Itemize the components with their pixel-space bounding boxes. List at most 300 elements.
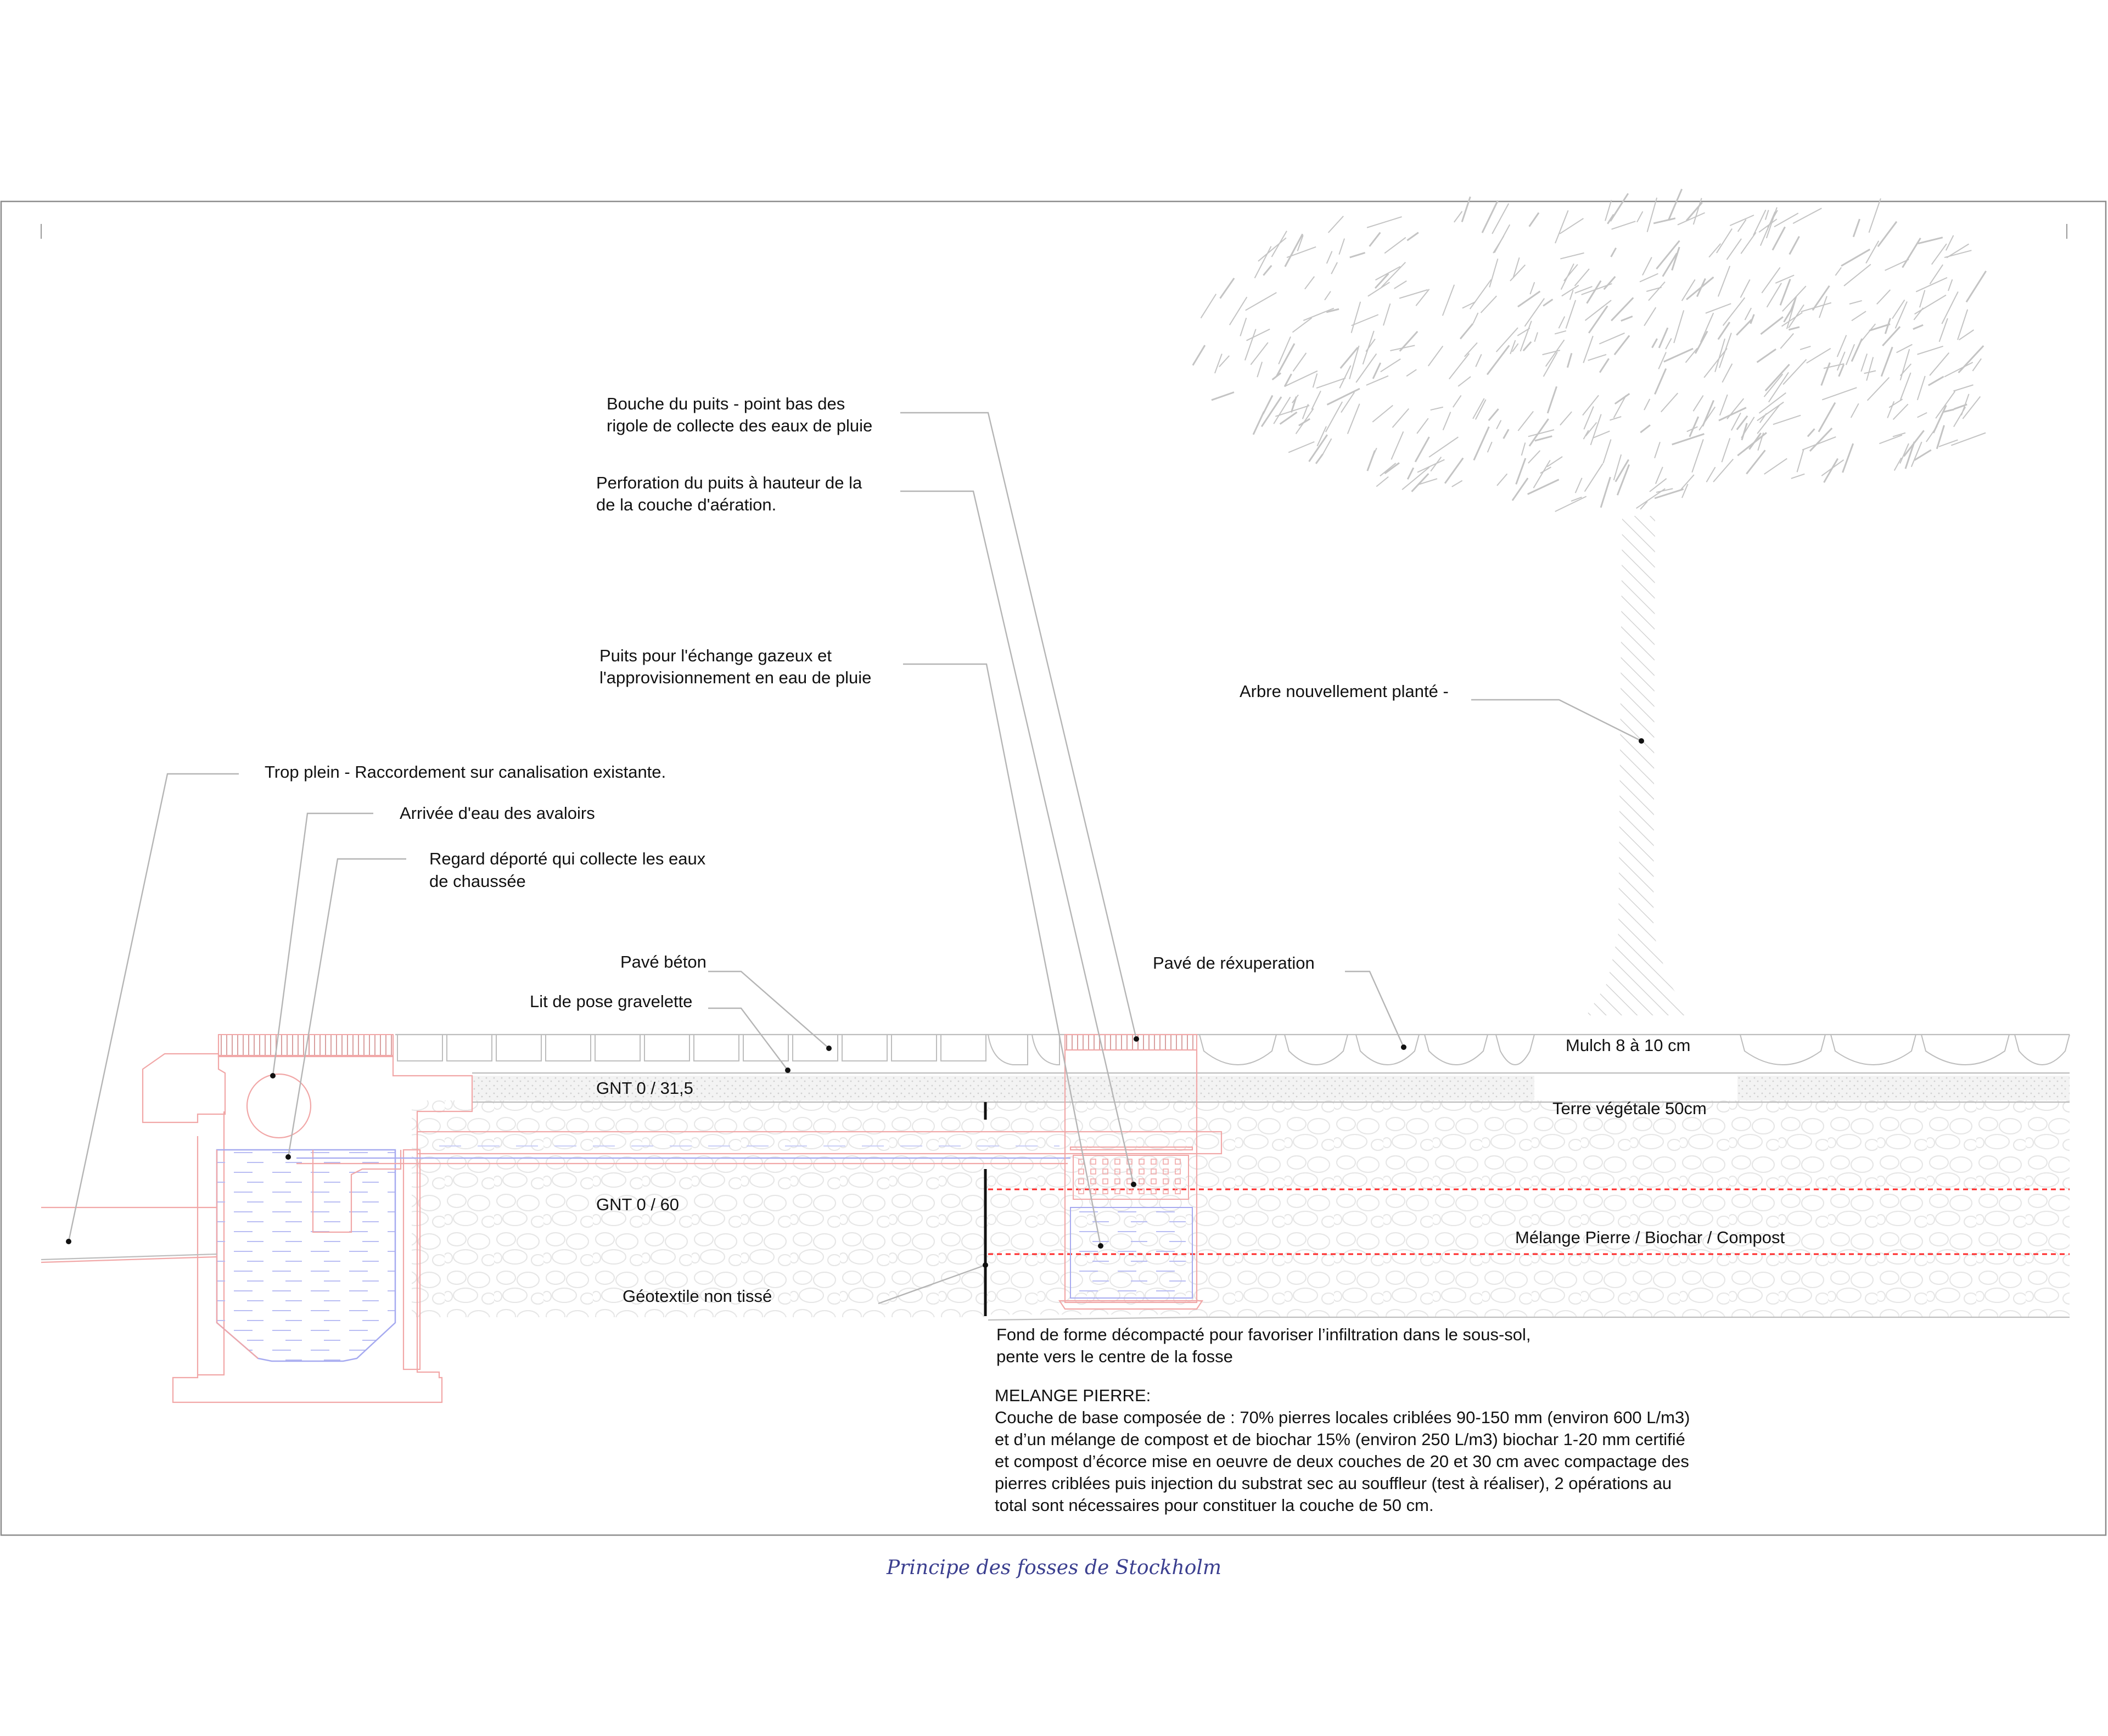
canopy-stroke bbox=[1525, 299, 1545, 327]
canopy-stroke bbox=[1476, 400, 1486, 419]
recuperation-paver bbox=[1740, 1035, 1825, 1065]
canopy-stroke bbox=[1765, 210, 1769, 220]
canopy-stroke bbox=[1775, 275, 1794, 283]
canopy-stroke bbox=[1900, 349, 1910, 380]
canopy-stroke bbox=[1789, 327, 1799, 330]
canopy-stroke bbox=[1220, 278, 1235, 299]
canopy-stroke bbox=[1881, 347, 1892, 376]
canopy-stroke bbox=[1944, 362, 1973, 377]
label-gnt-60: GNT 0 / 60 bbox=[596, 1195, 680, 1214]
canopy-stroke bbox=[1932, 244, 1947, 265]
canopy-stroke bbox=[1731, 413, 1741, 430]
canopy-stroke bbox=[1656, 467, 1663, 484]
canopy-stroke bbox=[1604, 277, 1616, 289]
canopy-stroke bbox=[1791, 474, 1805, 479]
canopy-stroke bbox=[1893, 404, 1908, 419]
canopy-stroke bbox=[1655, 489, 1684, 498]
canopy-stroke bbox=[1408, 468, 1414, 479]
canopy-stroke bbox=[1913, 325, 1923, 329]
canopy-stroke bbox=[1599, 333, 1624, 344]
canopy-stroke bbox=[1518, 411, 1533, 431]
canopy-stroke bbox=[1866, 357, 1873, 381]
canopy-stroke bbox=[1877, 290, 1891, 304]
canopy-stroke bbox=[1819, 402, 1835, 431]
canopy-stroke bbox=[1914, 450, 1931, 460]
canopy-stroke bbox=[1566, 300, 1576, 329]
canopy-stroke bbox=[1257, 362, 1262, 377]
canopy-stroke bbox=[1607, 215, 1613, 224]
well-water bbox=[1070, 1207, 1192, 1298]
canopy-stroke bbox=[1247, 329, 1270, 341]
canopy-stroke bbox=[1900, 373, 1911, 400]
concrete-paver bbox=[644, 1035, 689, 1061]
canopy-stroke bbox=[1933, 405, 1946, 433]
small-paver bbox=[988, 1035, 1028, 1065]
canopy-stroke bbox=[1327, 251, 1332, 263]
canopy-stroke bbox=[1936, 391, 1955, 418]
canopy-stroke bbox=[1348, 404, 1360, 434]
canopy-stroke bbox=[1652, 339, 1657, 348]
canopy-stroke bbox=[1824, 364, 1844, 368]
label-lit-pose: Lit de pose gravelette bbox=[530, 992, 693, 1011]
canopy-stroke bbox=[1868, 378, 1890, 401]
canopy-stroke bbox=[1894, 458, 1902, 470]
canopy-stroke bbox=[1458, 377, 1471, 386]
canopy-stroke bbox=[1274, 397, 1290, 424]
canopy-stroke bbox=[1972, 358, 1981, 371]
canopy-stroke bbox=[1674, 310, 1684, 343]
canopy-stroke bbox=[1530, 282, 1534, 294]
canopy-stroke bbox=[1882, 327, 1900, 346]
label-regard-1: Regard déporté qui collecte les eaux bbox=[429, 849, 706, 868]
canopy-stroke bbox=[1699, 407, 1715, 430]
canopy-stroke bbox=[1948, 279, 1952, 291]
label-melange-pierre: Mélange Pierre / Biochar / Compost bbox=[1515, 1228, 1785, 1247]
canopy-stroke bbox=[1429, 437, 1458, 457]
canopy-stroke bbox=[1663, 253, 1677, 276]
canopy-stroke bbox=[1706, 304, 1731, 313]
canopy-stroke bbox=[1339, 366, 1350, 388]
canopy-stroke bbox=[1611, 248, 1616, 257]
canopy-stroke bbox=[1879, 435, 1902, 444]
canopy-stroke bbox=[1621, 316, 1633, 321]
canopy-stroke bbox=[1496, 420, 1501, 429]
canopy-stroke bbox=[1655, 369, 1666, 395]
canopy-stroke bbox=[1704, 349, 1727, 378]
canopy-stroke bbox=[1701, 313, 1713, 342]
canopy-stroke bbox=[1939, 440, 1958, 446]
canopy-stroke bbox=[1614, 454, 1622, 480]
label-terre-vegetale: Terre végétale 50cm bbox=[1552, 1099, 1707, 1118]
canopy-stroke bbox=[1605, 200, 1611, 221]
canopy-stroke bbox=[1841, 249, 1870, 266]
concrete-paver bbox=[397, 1035, 442, 1061]
canopy-stroke bbox=[1449, 353, 1470, 379]
canopy-stroke bbox=[1460, 324, 1473, 339]
canopy-stroke bbox=[1473, 398, 1484, 419]
canopy-stroke bbox=[1672, 434, 1705, 445]
canopy-stroke bbox=[1852, 339, 1862, 362]
canopy-stroke bbox=[1415, 437, 1429, 462]
canopy-stroke bbox=[1253, 412, 1264, 435]
canopy-stroke bbox=[1548, 386, 1556, 413]
canopy-stroke bbox=[1544, 352, 1557, 377]
canopy-stroke bbox=[1697, 279, 1705, 297]
canopy-stroke bbox=[1790, 237, 1799, 255]
recuperation-paver bbox=[1831, 1035, 1916, 1065]
canopy-stroke bbox=[1488, 442, 1492, 452]
label-arrivee-eau: Arrivée d'eau des avaloirs bbox=[400, 804, 595, 823]
canopy-stroke bbox=[1328, 216, 1344, 233]
canopy-stroke bbox=[1201, 294, 1216, 318]
canopy-stroke bbox=[1443, 285, 1454, 316]
canopy-stroke bbox=[1661, 393, 1678, 412]
canopy-stroke bbox=[1741, 279, 1750, 297]
canopy-stroke bbox=[1465, 342, 1477, 356]
canopy-stroke bbox=[1428, 346, 1443, 366]
canopy-stroke bbox=[1560, 253, 1584, 259]
canopy-stroke bbox=[1272, 373, 1281, 380]
canopy-stroke bbox=[1693, 395, 1703, 411]
canopy-stroke bbox=[1718, 266, 1730, 297]
label-arbre: Arbre nouvellement planté - bbox=[1240, 682, 1449, 701]
canopy-stroke bbox=[1839, 364, 1844, 377]
canopy-stroke bbox=[1384, 463, 1399, 473]
canopy-stroke bbox=[1918, 238, 1943, 244]
canopy-stroke bbox=[1299, 419, 1310, 425]
canopy-stroke bbox=[1473, 313, 1478, 324]
canopy-stroke bbox=[1600, 358, 1609, 372]
canopy-stroke bbox=[1966, 271, 1986, 302]
label-mulch: Mulch 8 à 10 cm bbox=[1566, 1036, 1691, 1055]
canopy-stroke bbox=[1562, 285, 1579, 296]
canopy-stroke bbox=[1288, 442, 1314, 453]
canopy-stroke bbox=[1489, 409, 1499, 420]
canopy-stroke bbox=[1523, 342, 1531, 351]
canopy-stroke bbox=[1391, 431, 1403, 459]
canopy-stroke bbox=[1797, 449, 1804, 472]
recuperation-paver bbox=[1356, 1035, 1419, 1065]
canopy-stroke bbox=[1528, 430, 1554, 436]
canopy-stroke bbox=[1494, 224, 1510, 252]
canopy-stroke bbox=[1575, 269, 1589, 286]
canopy-stroke bbox=[1878, 222, 1897, 247]
figure-caption: Principe des fosses de Stockholm bbox=[886, 1557, 1222, 1579]
canopy-stroke bbox=[1481, 296, 1497, 313]
canopy-stroke bbox=[1240, 318, 1246, 336]
canopy-stroke bbox=[1373, 363, 1381, 379]
canopy-stroke bbox=[1930, 353, 1949, 375]
canopy-stroke bbox=[1722, 364, 1732, 383]
canopy-stroke bbox=[1585, 423, 1596, 436]
canopy-stroke bbox=[1372, 405, 1393, 422]
canopy-stroke bbox=[1759, 219, 1777, 232]
recuperation-paver bbox=[1496, 1035, 1534, 1065]
canopy-stroke bbox=[1376, 477, 1388, 487]
canopy-stroke bbox=[1730, 215, 1754, 226]
canopy-stroke bbox=[1920, 290, 1925, 308]
label-puits-1: Puits pour l'échange gazeux et bbox=[599, 646, 832, 665]
canopy-stroke bbox=[1558, 317, 1565, 329]
canopy-stroke bbox=[1212, 392, 1234, 400]
well-grate bbox=[1065, 1035, 1197, 1050]
regard-deporte bbox=[41, 1035, 472, 1402]
canopy-stroke bbox=[1380, 463, 1396, 476]
canopy-stroke bbox=[1916, 278, 1947, 292]
canopy-stroke bbox=[1887, 401, 1894, 418]
canopy-stroke bbox=[1560, 218, 1583, 234]
canopy-stroke bbox=[1764, 458, 1787, 474]
canopy-stroke bbox=[1474, 427, 1489, 460]
canopy-stroke bbox=[1534, 332, 1538, 341]
canopy-stroke bbox=[1767, 283, 1782, 307]
canopy-stroke bbox=[1954, 385, 1974, 391]
canopy-stroke bbox=[1245, 329, 1256, 361]
canopy-stroke bbox=[1258, 238, 1286, 261]
canopy-stroke bbox=[1230, 297, 1247, 325]
canopy-stroke bbox=[1263, 266, 1271, 276]
label-fond-forme-2: pente vers le centre de la fosse bbox=[996, 1347, 1233, 1366]
label-perforation-1: Perforation du puits à hauteur de la bbox=[596, 473, 862, 492]
canopy-stroke bbox=[1664, 349, 1693, 362]
note-line-1: Couche de base composée de : 70% pierres locales criblées 90-150 mm (environ 600 L/m3) bbox=[995, 1408, 1690, 1427]
canopy-stroke bbox=[1518, 291, 1540, 307]
canopy-stroke bbox=[1897, 345, 1913, 353]
small-paver bbox=[1032, 1035, 1059, 1065]
canopy-stroke bbox=[1555, 331, 1566, 334]
canopy-stroke bbox=[1614, 335, 1629, 355]
canopy-stroke bbox=[1885, 260, 1909, 271]
canopy-stroke bbox=[1610, 417, 1621, 420]
note-line-4: pierres criblées puis injection du substrat sec au souffleur (test à réaliser), 2 opérations au bbox=[995, 1474, 1672, 1493]
canopy-stroke bbox=[1392, 409, 1409, 428]
canopy-stroke bbox=[1443, 412, 1451, 430]
canopy-stroke bbox=[1918, 413, 1927, 418]
canopy-stroke bbox=[1576, 478, 1582, 493]
concrete-paver bbox=[546, 1035, 591, 1061]
canopy-stroke bbox=[1476, 354, 1481, 367]
canopy-stroke bbox=[1603, 440, 1611, 463]
canopy-stroke bbox=[1246, 293, 1277, 310]
label-trop-plein: Trop plein - Raccordement sur canalisation existante. bbox=[265, 762, 666, 782]
canopy-stroke bbox=[1768, 210, 1778, 228]
canopy-stroke bbox=[1584, 407, 1594, 430]
note-line-2: et d’un mélange de compost et de biochar 15% (environ 250 L/m3) biochar 1-20 mm certifié bbox=[995, 1430, 1685, 1449]
canopy-stroke bbox=[1462, 196, 1470, 222]
canopy-stroke bbox=[1313, 374, 1318, 388]
canopy-stroke bbox=[1331, 262, 1337, 274]
canopy-stroke bbox=[1720, 395, 1728, 415]
canopy-stroke bbox=[1394, 281, 1407, 289]
concrete-paver bbox=[496, 1035, 541, 1061]
canopy-stroke bbox=[1824, 458, 1838, 482]
canopy-stroke bbox=[1741, 232, 1756, 254]
canopy-stroke bbox=[1813, 286, 1830, 311]
canopy-stroke bbox=[1644, 399, 1650, 410]
canopy-stroke bbox=[1780, 279, 1790, 306]
canopy-stroke bbox=[1370, 233, 1381, 246]
canopy-stroke bbox=[1445, 458, 1463, 483]
canopy-stroke bbox=[1644, 307, 1656, 326]
label-perforation-2: de la couche d'aération. bbox=[596, 495, 777, 514]
canopy-stroke bbox=[1655, 442, 1660, 458]
canopy-stroke bbox=[1681, 475, 1694, 490]
canopy-stroke bbox=[1316, 378, 1345, 388]
recuperation-paver bbox=[1921, 1035, 2009, 1065]
canopy-stroke bbox=[1512, 478, 1528, 501]
canopy-stroke bbox=[1668, 189, 1681, 220]
canopy-stroke bbox=[1311, 391, 1321, 409]
canopy-stroke bbox=[1535, 436, 1552, 441]
canopy-stroke bbox=[1808, 429, 1815, 436]
canopy-stroke bbox=[1543, 299, 1552, 306]
canopy-stroke bbox=[1727, 398, 1743, 419]
canopy-stroke bbox=[1649, 282, 1665, 301]
canopy-stroke bbox=[1528, 480, 1559, 495]
label-pave-recuperation: Pavé de réxuperation bbox=[1153, 953, 1315, 973]
canopy-stroke bbox=[1864, 370, 1876, 373]
canopy-stroke bbox=[1339, 239, 1344, 255]
label-puits-2: l'approvisionnement en eau de pluie bbox=[599, 668, 872, 687]
canopy-stroke bbox=[1851, 403, 1859, 418]
canopy-stroke bbox=[1861, 324, 1876, 342]
canopy-stroke bbox=[1659, 328, 1668, 348]
canopy-stroke bbox=[1918, 376, 1925, 400]
canopy-stroke bbox=[1390, 345, 1415, 351]
canopy-stroke bbox=[1588, 355, 1606, 361]
canopy-stroke bbox=[1692, 439, 1703, 472]
canopy-stroke bbox=[1367, 217, 1401, 228]
canopy-stroke bbox=[1800, 346, 1810, 350]
canopy-stroke bbox=[1843, 443, 1853, 473]
canopy-stroke bbox=[1959, 330, 1974, 340]
canopy-stroke bbox=[1560, 412, 1572, 425]
fond-de-forme-line-2 bbox=[988, 1317, 1197, 1320]
canopy-stroke bbox=[1866, 241, 1879, 263]
canopy-stroke bbox=[1780, 334, 1793, 349]
concrete-paver bbox=[842, 1035, 887, 1061]
canopy-stroke bbox=[1761, 317, 1783, 334]
canopy-stroke bbox=[1327, 389, 1359, 404]
canopy-stroke bbox=[1528, 451, 1540, 463]
label-pave-beton: Pavé béton bbox=[620, 952, 707, 971]
canopy-stroke bbox=[1431, 407, 1443, 410]
recuperation-paver bbox=[1425, 1035, 1488, 1065]
canopy-stroke bbox=[1736, 319, 1752, 335]
canopy-stroke bbox=[1844, 264, 1871, 285]
gnt-315-layer bbox=[472, 1076, 2070, 1100]
canopy-stroke bbox=[1709, 244, 1720, 257]
concrete-pavers bbox=[397, 1035, 1059, 1065]
canopy-stroke bbox=[1497, 474, 1507, 486]
recuperation-paver bbox=[1199, 1035, 1276, 1065]
canopy-stroke bbox=[1742, 423, 1747, 440]
canopy-stroke bbox=[1352, 302, 1361, 333]
canopy-stroke bbox=[1837, 335, 1847, 357]
canopy-stroke bbox=[1326, 402, 1342, 432]
concrete-paver bbox=[743, 1035, 788, 1061]
tree-trunk bbox=[1586, 516, 1691, 1015]
canopy-stroke bbox=[1601, 477, 1610, 508]
canopy-stroke bbox=[1757, 404, 1780, 434]
label-bouche-puits-1: Bouche du puits - point bas des bbox=[607, 394, 845, 413]
canopy-stroke bbox=[1316, 454, 1322, 464]
canopy-stroke bbox=[1555, 496, 1586, 512]
canopy-stroke bbox=[1585, 300, 1611, 321]
canopy-stroke bbox=[1383, 304, 1390, 325]
canopy-stroke bbox=[1534, 460, 1550, 488]
canopy-stroke bbox=[1303, 308, 1334, 321]
terre-vegetale-layer bbox=[1197, 1100, 2070, 1317]
canopy-stroke bbox=[1522, 442, 1526, 455]
canopy-stroke bbox=[1591, 414, 1601, 445]
canopy-stroke bbox=[1504, 429, 1509, 439]
canopy-stroke bbox=[1807, 349, 1831, 363]
canopy-stroke bbox=[1407, 233, 1419, 241]
canopy-stroke bbox=[1746, 450, 1765, 474]
canopy-stroke bbox=[1892, 300, 1905, 318]
canopy-stroke bbox=[1585, 464, 1603, 492]
note-heading: MELANGE PIERRE: bbox=[995, 1386, 1151, 1405]
concrete-paver bbox=[941, 1035, 986, 1061]
canopy-stroke bbox=[1849, 301, 1862, 304]
canopy-stroke bbox=[1637, 211, 1643, 222]
canopy-stroke bbox=[1293, 353, 1307, 371]
canopy-stroke bbox=[1717, 229, 1732, 253]
canopy-stroke bbox=[1861, 353, 1867, 372]
canopy-stroke bbox=[1285, 234, 1303, 267]
note-line-3: et compost d’écorce mise en oeuvre de deux couches de 20 et 30 cm avec compactage des bbox=[995, 1452, 1689, 1471]
canopy-stroke bbox=[1822, 387, 1857, 400]
canopy-stroke bbox=[1640, 425, 1650, 432]
canopy-stroke bbox=[1757, 349, 1776, 362]
canopy-stroke bbox=[1959, 346, 1984, 373]
canopy-stroke bbox=[1255, 246, 1271, 278]
tree-canopy bbox=[1193, 189, 1986, 512]
canopy-stroke bbox=[1723, 297, 1745, 325]
canopy-stroke bbox=[1251, 342, 1268, 364]
canopy-stroke bbox=[1802, 437, 1836, 450]
canopy-stroke bbox=[1567, 353, 1572, 367]
canopy-stroke bbox=[1452, 481, 1462, 487]
label-regard-2: de chaussée bbox=[429, 872, 526, 891]
canopy-stroke bbox=[1292, 318, 1311, 332]
canopy-stroke bbox=[1846, 344, 1854, 365]
canopy-stroke bbox=[1305, 277, 1314, 289]
canopy-stroke bbox=[1706, 467, 1715, 482]
canopy-stroke bbox=[1930, 265, 1943, 284]
canopy-stroke bbox=[1666, 338, 1672, 349]
concrete-paver bbox=[892, 1035, 937, 1061]
canopy-stroke bbox=[1713, 459, 1733, 482]
canopy-stroke bbox=[1853, 219, 1859, 237]
canopy-stroke bbox=[1653, 218, 1675, 223]
canopy-stroke bbox=[1366, 376, 1388, 385]
canopy-stroke bbox=[1722, 438, 1730, 462]
canopy-stroke bbox=[1703, 400, 1714, 426]
concrete-paver bbox=[595, 1035, 640, 1061]
canopy-stroke bbox=[1406, 369, 1416, 376]
canopy-stroke bbox=[1510, 265, 1525, 281]
canopy-stroke bbox=[1951, 433, 1986, 446]
canopy-stroke bbox=[1647, 198, 1657, 232]
canopy-stroke bbox=[1774, 213, 1798, 227]
label-bouche-puits-2: rigole de collecte des eaux de pluie bbox=[607, 416, 873, 435]
canopy-stroke bbox=[1381, 359, 1400, 372]
canopy-stroke bbox=[1529, 213, 1539, 227]
canopy-stroke bbox=[1852, 311, 1866, 321]
canopy-stroke bbox=[1453, 395, 1461, 407]
